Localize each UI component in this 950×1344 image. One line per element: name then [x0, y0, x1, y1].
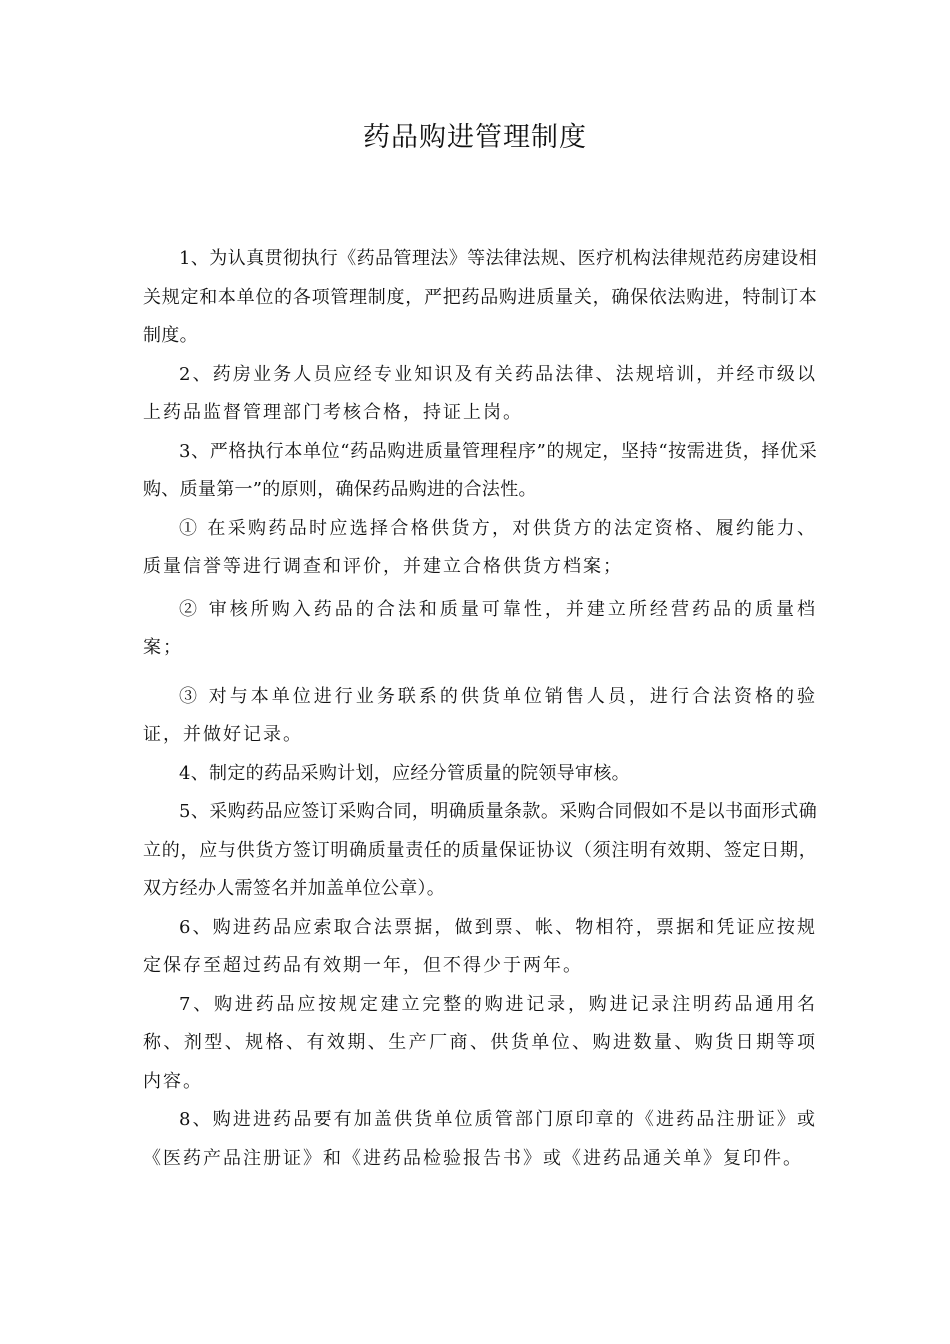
paragraph-3: 3、严格执行本单位“药品购进质量管理程序”的规定，坚持“按需进货，择优采购、质量第一”的原则，确保药品购进的合法性。: [143, 440, 817, 500]
paragraph-3-item-3: ③ 对与本单位进行业务联系的供货单位销售人员，进行合法资格的验证，并做好记录。: [143, 685, 817, 745]
paragraph-7: 7、购进药品应按规定建立完整的购进记录，购进记录注明药品通用名称、剂型、规格、有效期、生产厂商、供货单位、购进数量、购货日期等项内容。: [143, 993, 817, 1092]
paragraph-3-item-2: ② 审核所购入药品的合法和质量可靠性，并建立所经营药品的质量档案；: [143, 598, 817, 658]
paragraph-2: 2、药房业务人员应经专业知识及有关药品法律、法规培训，并经市级以上药品监督管理部门考核合格，持证上岗。: [143, 363, 817, 423]
paragraph-6: 6、购进药品应索取合法票据，做到票、帐、物相符，票据和凭证应按规定保存至超过药品有效期一年，但不得少于两年。: [143, 916, 817, 976]
paragraph-8: 8、购进进药品要有加盖供货单位质管部门原印章的《进药品注册证》或《医药产品注册证》和《进药品检验报告书》或《进药品通关单》复印件。: [143, 1109, 817, 1169]
paragraph-1: 1、为认真贯彻执行《药品管理法》等法律法规、医疗机构法律规范药房建设相关规定和本单位的各项管理制度，严把药品购进质量关，确保依法购进，特制订本制度。: [143, 248, 817, 346]
document-title: 药品购进管理制度: [363, 122, 587, 153]
paragraph-4: 4、制定的药品采购计划，应经分管质量的院领导审核。: [179, 762, 630, 784]
document-body: [143, 240, 817, 1178]
paragraph-5: 5、采购药品应签订采购合同，明确质量条款。采购合同假如不是以书面形式确立的，应与供货方签订明确质量责任的质量保证协议（须注明有效期、签定日期，双方经办人需签名并加盖单位公章）。: [143, 801, 817, 899]
paragraph-3-item-1: ① 在采购药品时应选择合格供货方，对供货方的法定资格、履约能力、质量信誉等进行调查和评价，并建立合格供货方档案；: [143, 517, 817, 577]
